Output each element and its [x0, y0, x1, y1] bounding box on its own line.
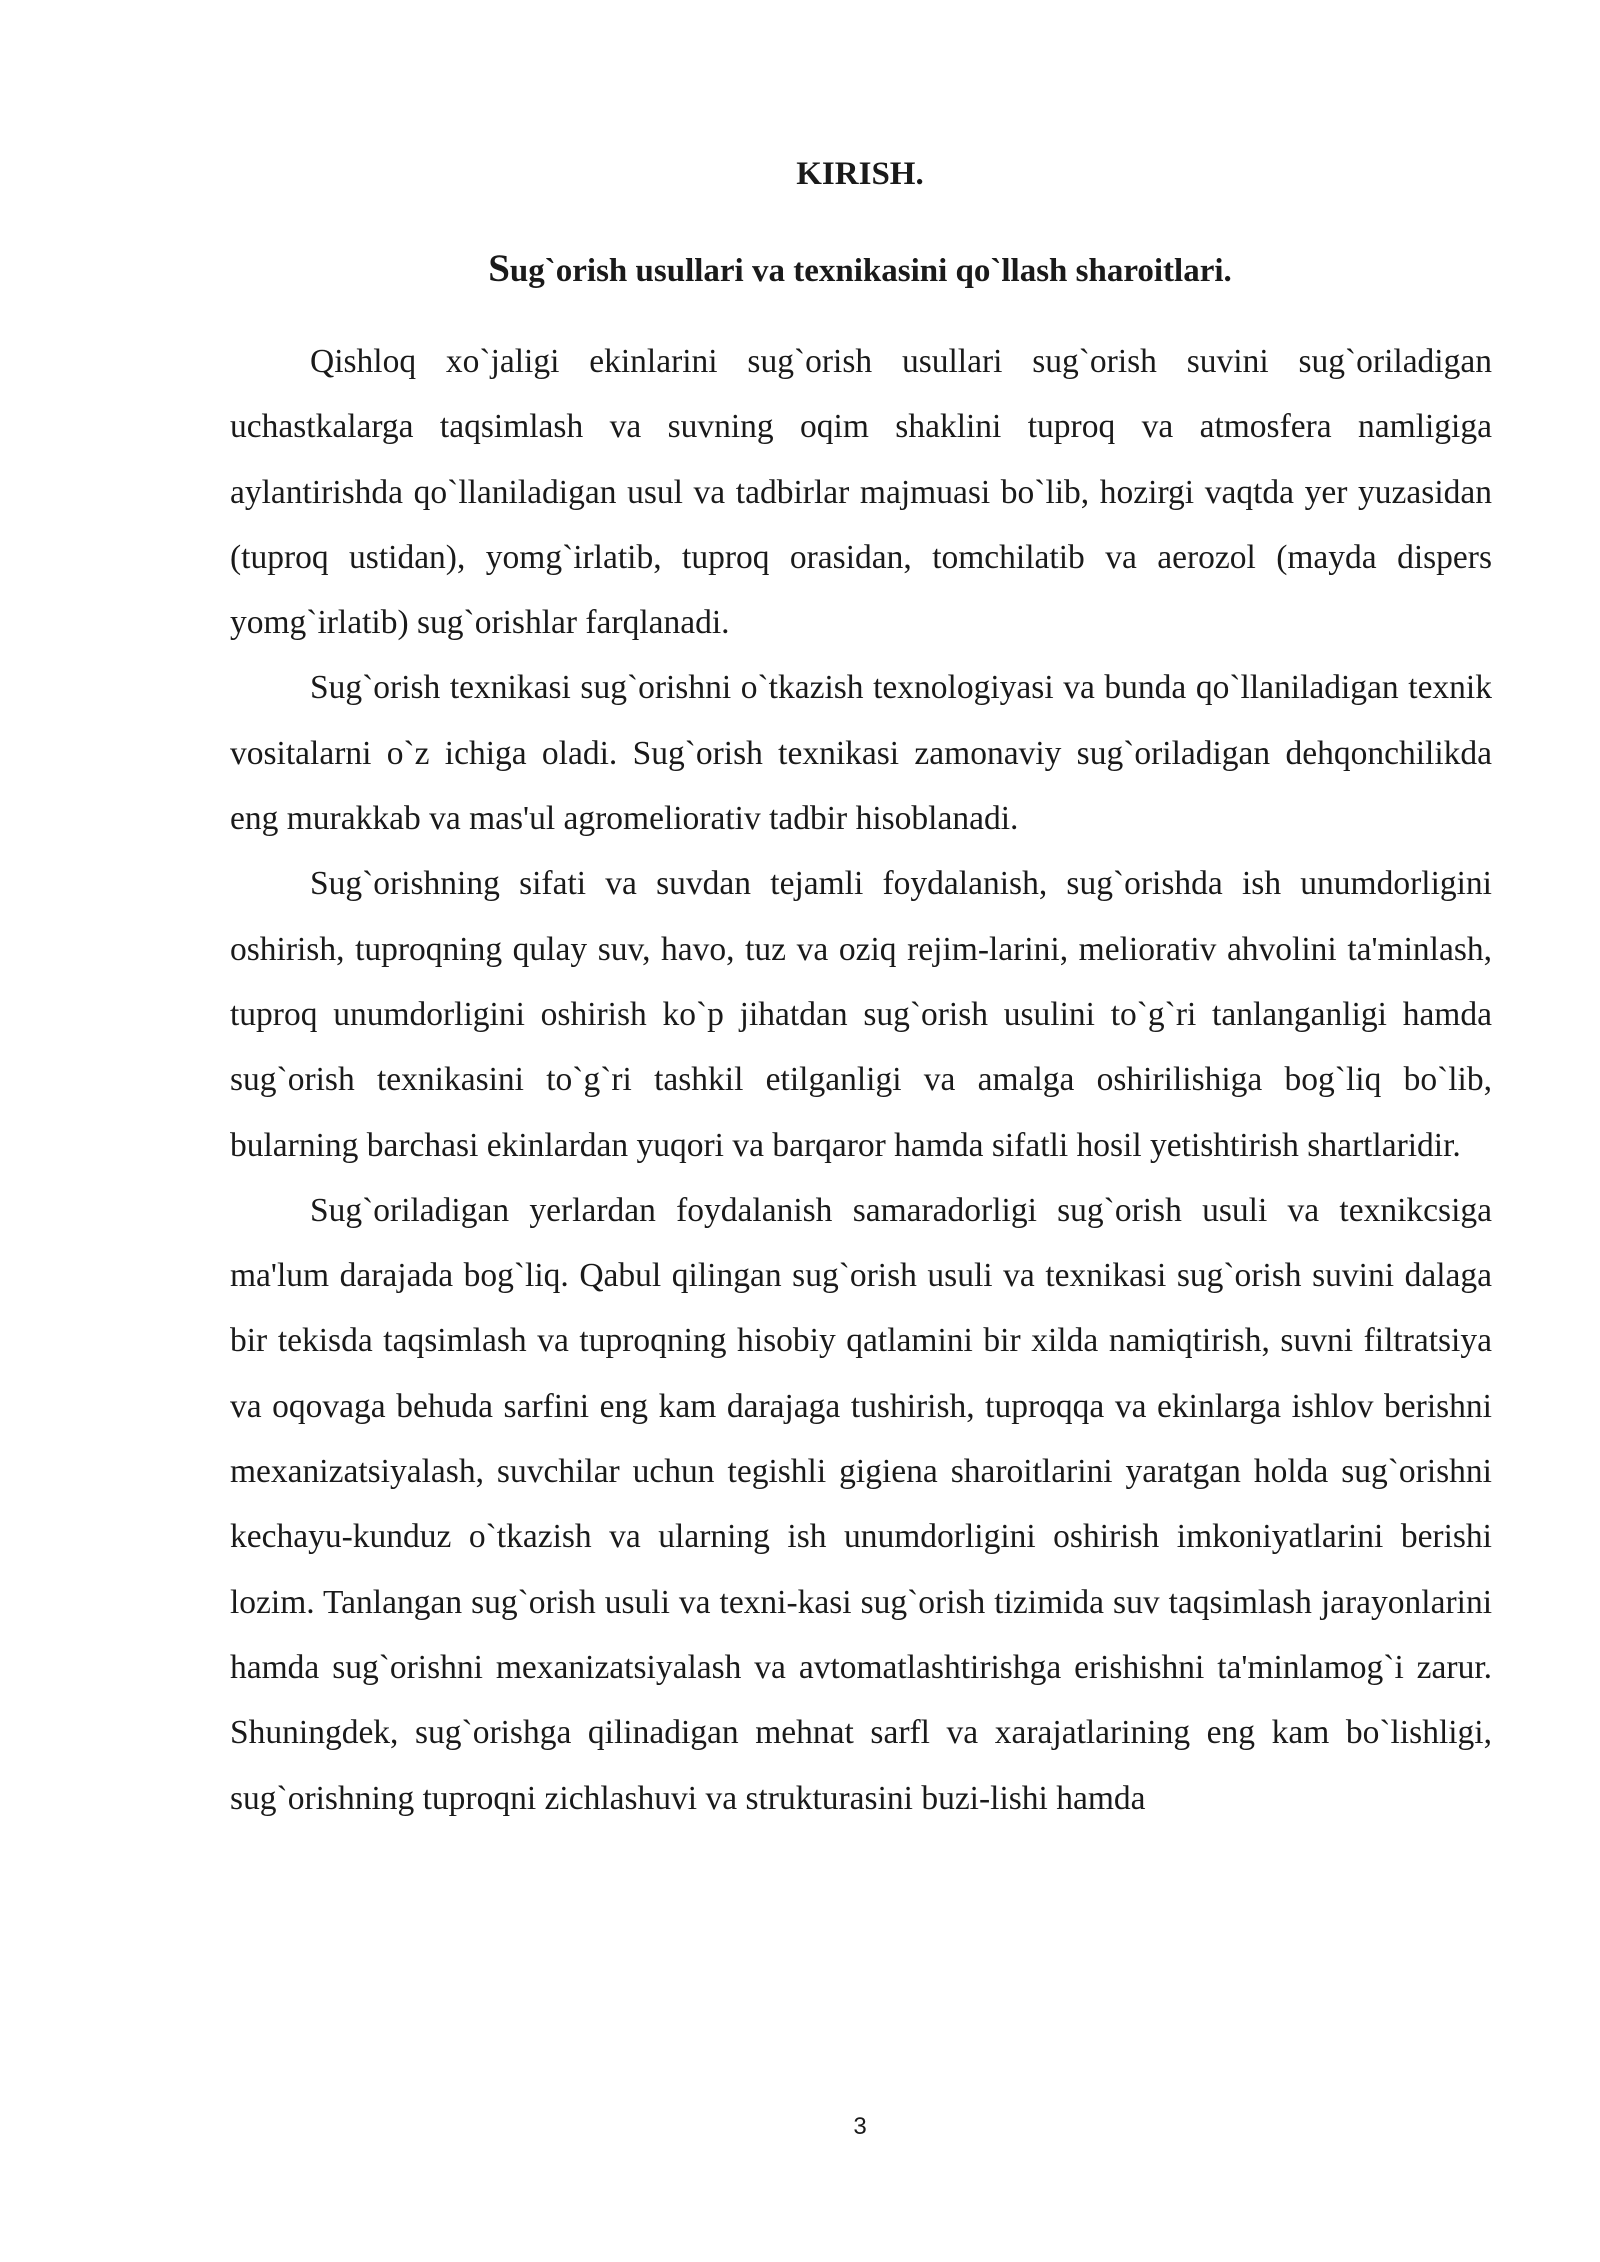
document-subtitle: [230, 249, 1490, 291]
page-number: 3: [853, 2113, 867, 2140]
paragraph: Sug`oriladigan yerlardan foydalanish samaradorligi sug`orish usuli va texnikcsiga ma'lum darajada bog`liq. Qabul qilingan sug`orish usuli va texnikasi sug`orish suvini dalaga bir tekisda taqsimlash va tuproqning hisobiy qatlamini bir xilda namiqtirish, suvni filtratsiya va oqovaga behuda sarfini eng kam darajaga tushirish, tuproqqa va ekinlarga ishlov berishni mexanizatsiyalash, suvchilar uchun tegishli gigiena sharoitlarini yaratgan holda sug`orishni kechayu-kunduz o`tkazish va ularning ish unumdorligini oshirish imkoniyatlarini berishi lozim. Tanlangan sug`orish usuli va texni-kasi sug`orish tizimida suv taqsimlash jarayonlarini hamda sug`orishni mexanizatsiyalash va avtomatlashtirishga erishishni ta'minlamog`i zarur. Shuningdek, sug`orishga qilinadigan mehnat sarfl va xarajatlarining eng kam bo`lishligi, sug`orishning tuproqni zichlashuvi va strukturasini buzi-lishi hamda: [230, 1191, 1492, 1817]
body-text: [230, 329, 1492, 1831]
document-title: KIRISH.: [796, 156, 924, 192]
paragraph: Sug`orish texnikasi sug`orishni o`tkazish texnologiyasi va bunda qo`llaniladigan texnik vositalarni o`z ichiga oladi. Sug`orish texnikasi zamonaviy sug`oriladigan dehqonchilikda eng murakkab va mas'ul agromeliorativ tadbir hisoblanadi.: [230, 669, 1492, 838]
paragraph: Sug`orishning sifati va suvdan tejamli foydalanish, sug`orishda ish unumdorligini oshirish, tuproqning qulay suv, havo, tuz va oziq rejim-larini, meliorativ ahvolini ta'minlash, tuproq unumdorligini oshirish ko`p jihatdan sug`orish usulini to`g`ri tanlanganligi hamda sug`orish texnikasini to`g`ri tashkil etilganligi va amalga oshirilishiga bog`liq bo`lib, bularning barchasi ekinlardan yuqori va barqaror hamda sifatli hosil yetishtirish shartlaridir.: [230, 865, 1492, 1164]
paragraph: Qishloq xo`jaligi ekinlarini sug`orish usullari sug`orish suvini sug`oriladigan uchastkalarga taqsimlash va suvning oqim shaklini tuproq va atmosfera namligiga aylantirishda qo`llaniladigan usul va tadbirlar majmuasi bo`lib, hozirgi vaqtda yer yuzasidan (tuproq ustidan), yomg`irlatib, tuproq orasidan, tomchilatib va aerozol (mayda dispers yomg`irlatib) sug`orishlar farqlanadi.: [230, 343, 1492, 642]
subtitle-text: ug`orish usullari va texnikasini qo`llash sharoitlari.: [509, 253, 1232, 289]
subtitle-initial: S: [488, 247, 510, 290]
